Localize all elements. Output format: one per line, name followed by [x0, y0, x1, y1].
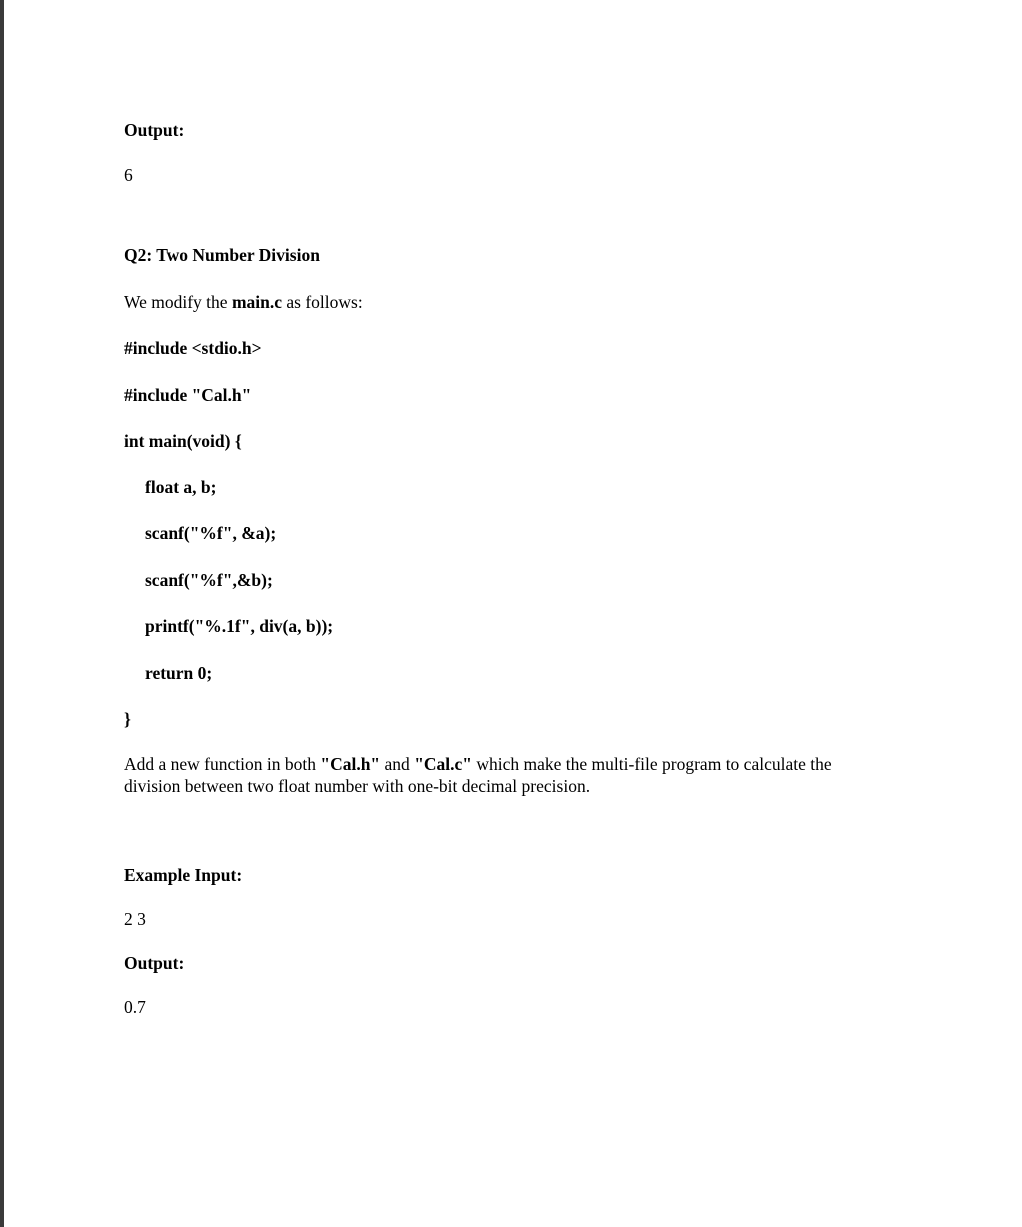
intro-paragraph	[124, 292, 363, 312]
code-line: #include <stdio.h>	[124, 338, 262, 358]
output-label: Output:	[124, 120, 185, 140]
code-line: scanf("%f",&b);	[145, 570, 273, 590]
code-line: printf("%.1f", div(a, b));	[145, 616, 334, 636]
output-label: Output:	[124, 953, 185, 973]
task-filename: "Cal.c"	[414, 754, 473, 774]
task-filename: "Cal.h"	[320, 754, 381, 774]
code-line: int main(void) {	[124, 431, 242, 451]
output-value: 6	[124, 165, 133, 185]
task-paragraph	[124, 753, 884, 797]
task-text: which make the multi-file program to calculate the division between two float number with one-bit decimal precision.	[124, 754, 832, 796]
intro-suffix: as follows:	[282, 292, 363, 312]
task-text: Add a new function in both	[124, 754, 321, 774]
code-line: }	[124, 709, 131, 729]
document-page	[4, 0, 1022, 1227]
example-input-value: 2 3	[124, 909, 146, 929]
intro-prefix: We modify the	[124, 292, 232, 312]
output-value: 0.7	[124, 997, 146, 1017]
code-line: return 0;	[145, 663, 213, 683]
code-line: scanf("%f", &a);	[145, 523, 277, 543]
intro-filename: main.c	[231, 292, 283, 312]
code-line: float a, b;	[145, 477, 217, 497]
section-heading: Q2: Two Number Division	[124, 245, 320, 265]
code-line: #include "Cal.h"	[124, 385, 252, 405]
task-text: and	[380, 754, 415, 774]
example-input-label: Example Input:	[124, 865, 243, 885]
